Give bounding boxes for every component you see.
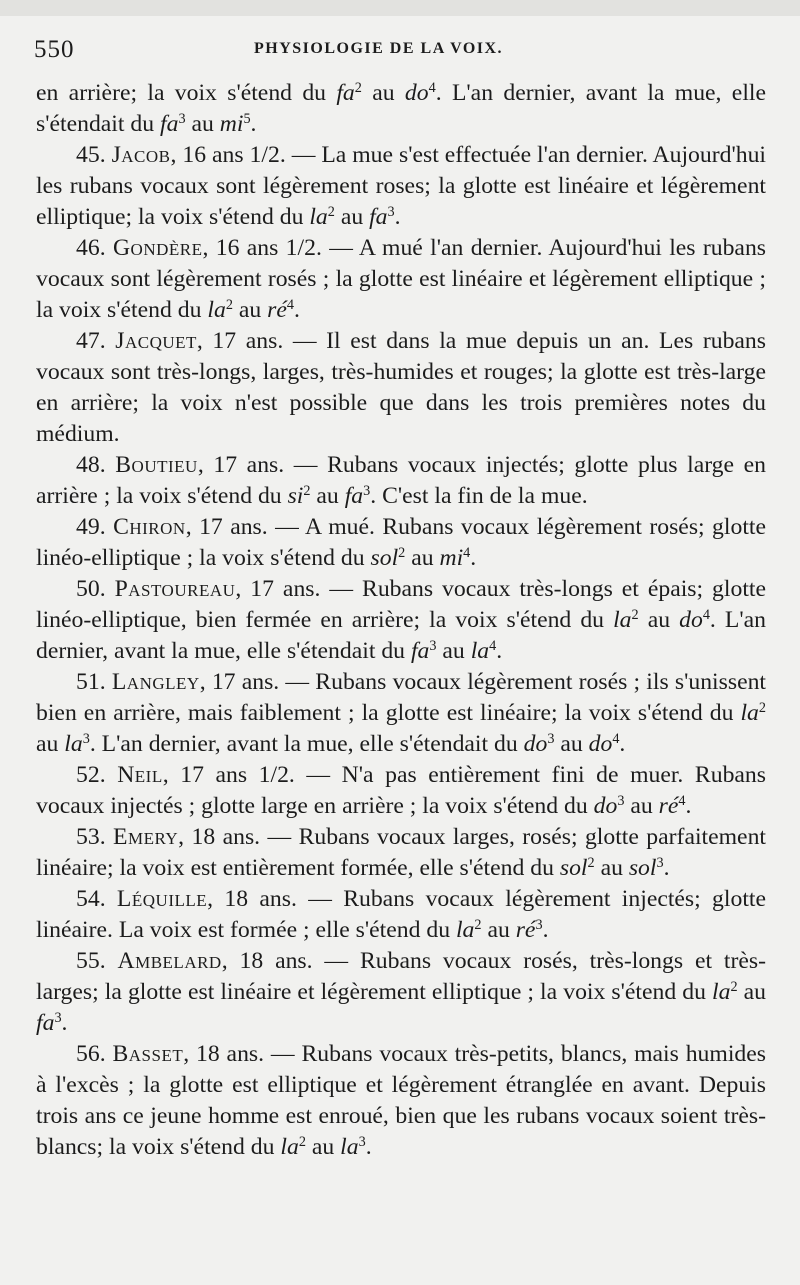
octave: 2 [298, 1134, 306, 1151]
entry-55 [36, 946, 766, 1039]
text-run: , 18 ans. — Rubans vocaux légèrement injectés; glotte linéaire. La voix est formée ; elle s'étend du [36, 886, 766, 943]
text-run: en arrière; la voix s'étend du [36, 80, 337, 106]
entry-47 [36, 326, 766, 450]
note: fa [336, 80, 355, 106]
entry-number: 50. [76, 576, 106, 602]
subject-name: Léquille [116, 886, 208, 912]
subject-name: Emery [113, 824, 179, 850]
entry-46 [36, 233, 766, 326]
text-run: , 17 ans. — Rubans vocaux très-longs et épais; glotte linéo-elliptique, bien fermée en arrière; la voix s'étend du [36, 576, 766, 633]
note: la [470, 638, 490, 664]
note: do [523, 731, 548, 757]
octave: 3 [547, 731, 555, 748]
octave: 4 [678, 793, 686, 810]
text-run: . [663, 855, 670, 881]
text-run: , 18 ans. — Rubans vocaux très-petits, blancs, mais humides à l'excès ; la glotte est elliptique et légèrement étranglée en avant. Depuis trois ans ce jeune homme est enroué, bien que les rubans vocaux soient très-blancs; la voix s'étend du [36, 1041, 766, 1160]
note: la [64, 731, 83, 757]
entry-number: 45. [76, 142, 106, 168]
note: la [207, 297, 226, 323]
entry-number: 54. [76, 886, 106, 912]
text-run: . [619, 731, 626, 757]
note: la [455, 917, 475, 943]
running-title: PHYSIOLOGIE DE LA VOIX. [254, 40, 504, 57]
subject-name: Boutieu [115, 452, 198, 478]
text-run: . [394, 204, 401, 230]
entry-56 [36, 1039, 766, 1163]
text-run: , 17 ans 1/2. — N'a pas entièrement fini de muer. Rubans vocaux injectés ; glotte large en arrière ; la voix s'étend du [36, 762, 766, 819]
subject-name: Chiron [113, 514, 186, 540]
entry-number: 56. [76, 1041, 106, 1067]
text-run: au [361, 80, 405, 106]
entry-52 [36, 760, 766, 822]
text-run: . [365, 1134, 372, 1160]
subject-name: Neil [117, 762, 163, 788]
subject-name: Basset [112, 1041, 184, 1067]
text-run: au [481, 917, 516, 943]
text-run: , 17 ans. — Rubans vocaux injectés; glotte plus large en arrière ; la voix s'étend du [36, 452, 767, 509]
octave: 2 [303, 483, 311, 500]
note: la [712, 979, 731, 1005]
text-run: au [436, 638, 471, 664]
subject-name: Jacob [111, 142, 171, 168]
text-run: . [685, 793, 692, 819]
text-run: au [305, 1134, 341, 1160]
text-run: , 18 ans. — Rubans vocaux larges, rosés; glotte parfaitement linéaire; la voix est entièrement formée, elle s'étend du [36, 824, 766, 881]
note: sol [370, 545, 399, 571]
entry-number: 51. [76, 669, 106, 695]
octave: 2 [730, 979, 738, 996]
octave: 4 [702, 607, 710, 624]
page-number: 550 [34, 36, 75, 63]
entry-53 [36, 822, 766, 884]
text-run: , 18 ans. — Rubans vocaux rosés, très-longs et très-larges; la glotte est linéaire et légèrement elliptique ; la voix s'étend du [36, 948, 767, 1005]
octave: 4 [428, 80, 436, 97]
text-run: au [638, 607, 680, 633]
octave: 2 [225, 297, 233, 314]
octave: 3 [535, 917, 543, 934]
note: do [588, 731, 613, 757]
octave: 2 [758, 700, 766, 717]
text-run: . [61, 1010, 68, 1036]
octave: 3 [617, 793, 625, 810]
text-run: au [185, 111, 220, 137]
entry-number: 48. [76, 452, 106, 478]
text-run: , 16 ans 1/2. — La mue s'est effectuée l'an dernier. Aujourd'hui les rubans vocaux sont légèrement roses; la glotte est linéaire et légèrement elliptique; la voix s'étend du [36, 142, 766, 230]
octave: 3 [358, 1134, 366, 1151]
text-run: . L'an dernier, avant la mue, elle s'étendait du [36, 80, 766, 137]
octave: 2 [398, 545, 406, 562]
octave: 2 [327, 204, 335, 221]
entry-number: 53. [76, 824, 106, 850]
text-run: au [232, 297, 268, 323]
octave: 2 [354, 80, 362, 97]
entry-48 [36, 450, 766, 512]
page-top-edge [0, 0, 800, 16]
octave: 3 [54, 1010, 62, 1027]
page-header [32, 36, 772, 66]
entry-number: 55. [76, 948, 106, 974]
text-run: . [293, 297, 300, 323]
note: mi [439, 545, 464, 571]
text-run: au [334, 204, 370, 230]
text-run: . [496, 638, 503, 664]
note: do [593, 793, 618, 819]
note: fa [36, 1010, 55, 1036]
entry-51 [36, 667, 766, 760]
text-run: . [470, 545, 477, 571]
text-run: au [310, 483, 345, 509]
text-run: au [36, 731, 65, 757]
entry-49 [36, 512, 766, 574]
subject-name: Langley [111, 669, 200, 695]
text-run: au [624, 793, 659, 819]
octave: 3 [178, 111, 186, 128]
subject-name: Ambelard [117, 948, 222, 974]
entry-number: 52. [76, 762, 106, 788]
octave: 3 [656, 855, 664, 872]
text-run: , 17 ans. — Rubans vocaux légèrement rosés ; ils s'unissent bien en arrière, mais faiblement ; la glotte est linéaire; la voix s'étend du [36, 669, 767, 726]
note: fa [160, 111, 179, 137]
subject-name: Pastoureau [114, 576, 236, 602]
subject-name: Gondère [112, 235, 203, 261]
octave: 2 [587, 855, 595, 872]
text-run: au [554, 731, 589, 757]
note: ré [267, 297, 287, 323]
text-run: au [405, 545, 440, 571]
note: do [679, 607, 703, 633]
octave: 3 [387, 204, 395, 221]
octave: 2 [474, 917, 482, 934]
note: fa [369, 204, 388, 230]
text-run: . C'est la fin de la mue. [370, 483, 588, 509]
note: ré [515, 917, 536, 943]
note: do [404, 80, 429, 106]
text-run: , 17 ans. — A mué. Rubans vocaux légèrement rosés; glotte linéo-elliptique ; la voix s'étend du [36, 514, 767, 571]
octave: 4 [286, 297, 294, 314]
entry-45 [36, 140, 766, 233]
note: si [287, 483, 304, 509]
text-run: . [542, 917, 549, 943]
note: fa [410, 638, 430, 664]
octave: 3 [82, 731, 90, 748]
subject-name: Jacquet [115, 328, 197, 354]
entry-number: 47. [76, 328, 106, 354]
text-run: au [594, 855, 629, 881]
note: sol [628, 855, 657, 881]
note: la [280, 1134, 299, 1160]
text-run: , 17 ans. — Il est dans la mue depuis un an. Les rubans vocaux sont très-longs, larges, très-humides et rouges; la glotte est très-large en arrière; la voix n'est possible que dans les trois premières notes du médium. [36, 328, 766, 447]
note: ré [658, 793, 679, 819]
octave: 4 [489, 638, 497, 655]
note: sol [559, 855, 588, 881]
text-run: . [250, 111, 257, 137]
entry-50 [36, 574, 766, 667]
octave: 2 [631, 607, 639, 624]
body-text [36, 78, 766, 1163]
octave: 4 [612, 731, 620, 748]
continuation-paragraph [36, 78, 766, 140]
text-run: . L'an dernier, avant la mue, elle s'étendait du [89, 731, 524, 757]
note: fa [344, 483, 364, 509]
entry-number: 49. [76, 514, 106, 540]
text-run: au [737, 979, 766, 1005]
octave: 4 [463, 545, 471, 562]
note: la [740, 700, 759, 726]
note: la [340, 1134, 359, 1160]
octave: 5 [243, 111, 251, 128]
octave: 3 [363, 483, 371, 500]
text-run: . L'an dernier, avant la mue, elle s'étendait du [36, 607, 766, 664]
note: mi [219, 111, 244, 137]
octave: 3 [429, 638, 437, 655]
text-run: , 16 ans 1/2. — A mué l'an dernier. Aujourd'hui les rubans vocaux sont légèrement rosés ; la glotte est linéaire et légèrement elliptique ; la voix s'étend du [36, 235, 767, 323]
note: la [309, 204, 328, 230]
entry-54 [36, 884, 766, 946]
entry-number: 46. [76, 235, 106, 261]
note: la [613, 607, 632, 633]
